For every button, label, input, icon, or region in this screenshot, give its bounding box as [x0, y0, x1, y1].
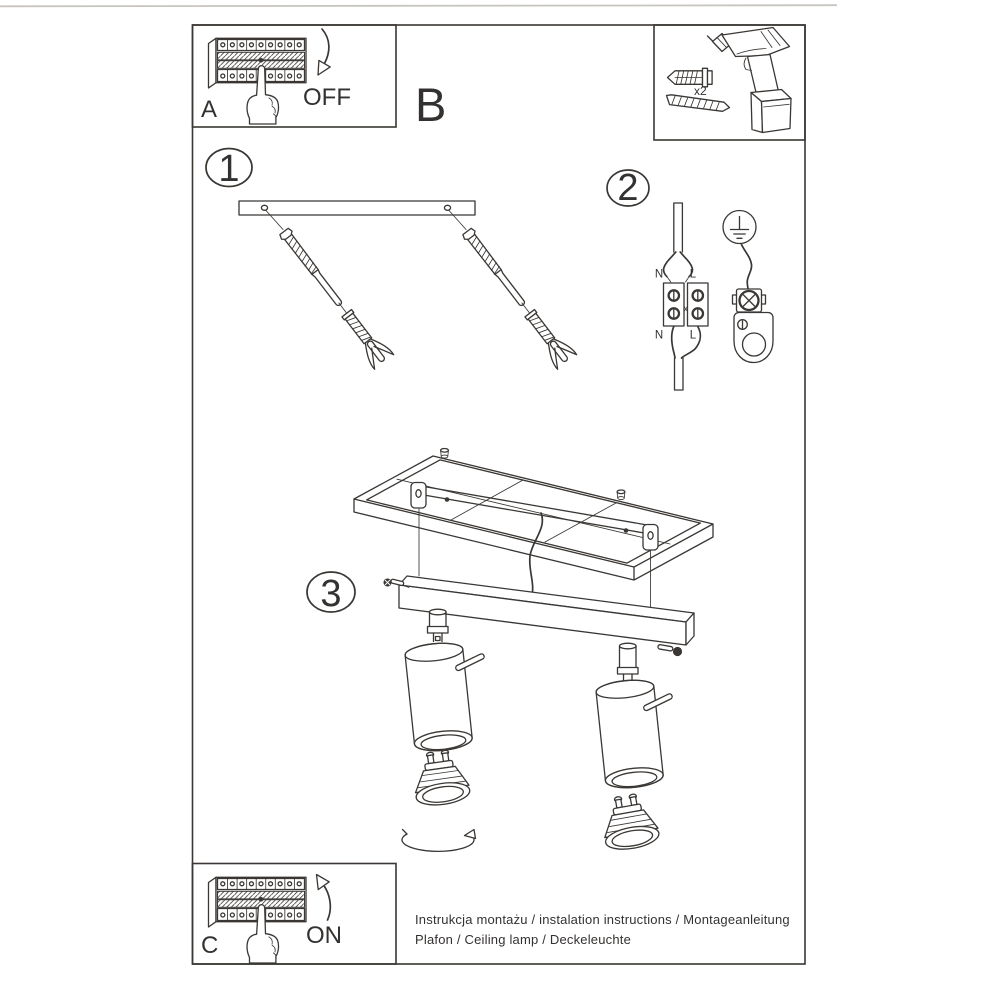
screw-and-plug-left — [274, 224, 393, 369]
cordless-drill-icon — [708, 28, 792, 133]
circuit-breaker-icon — [209, 38, 307, 124]
step-3-number: 3 — [320, 573, 342, 615]
spotlight-left-neck — [428, 609, 449, 641]
gu10-bulb-right — [598, 791, 660, 853]
curved-arrow-up-icon — [317, 875, 331, 921]
spotlight-right-body — [595, 678, 664, 790]
mounting-bar — [239, 201, 475, 215]
canopy-screw-right — [658, 644, 682, 656]
mounting-bracket — [734, 313, 773, 363]
rotate-arrow-icon — [402, 830, 476, 852]
panel-a-action-label: OFF — [303, 84, 351, 111]
spotlight-right — [595, 643, 673, 790]
live-label-top: L — [689, 268, 697, 281]
plate-screw-left — [441, 449, 449, 459]
step-1-number: 1 — [218, 148, 240, 190]
curved-arrow-down-icon — [318, 29, 330, 75]
neutral-label-top: N — [654, 268, 664, 281]
step-3-group — [307, 449, 713, 853]
spotlight-left-body — [404, 641, 473, 753]
earth-ground-symbol-icon — [723, 211, 756, 244]
footer-line-1: Instrukcja montażu / instalation instructions / Montageanleitung — [415, 912, 790, 927]
step-2-group — [607, 167, 773, 390]
terminal-mark: x — [683, 303, 689, 314]
ceiling-plate — [354, 449, 713, 581]
spotlight-right-neck — [618, 643, 639, 686]
step-2-number: 2 — [617, 167, 639, 209]
panel-c-label: C — [201, 932, 219, 959]
live-label-bottom: L — [689, 329, 697, 342]
neutral-label-bottom: N — [654, 329, 664, 342]
gu10-bulb-left — [410, 748, 471, 808]
panel-a-label: A — [201, 96, 218, 123]
tools-panel — [654, 25, 805, 140]
panel-c-action-label: ON — [306, 922, 342, 949]
screw-and-plug-right — [457, 224, 576, 369]
sheet-edge-line — [0, 5, 837, 6]
ground-wire — [742, 245, 752, 289]
plate-screw-right — [617, 490, 625, 500]
terminal-wiring — [664, 203, 709, 390]
step-1-group — [206, 148, 577, 369]
power-off-panel — [193, 25, 397, 127]
screw-quantity-label: x2 — [694, 84, 707, 98]
ground-clamp — [733, 289, 766, 312]
footer-line-2: Plafon / Ceiling lamp / Deckeleuchte — [415, 932, 632, 947]
spotlight-left — [404, 609, 485, 753]
section-b-label: B — [415, 78, 447, 131]
power-on-panel — [193, 864, 397, 965]
circuit-breaker-icon — [209, 877, 307, 963]
